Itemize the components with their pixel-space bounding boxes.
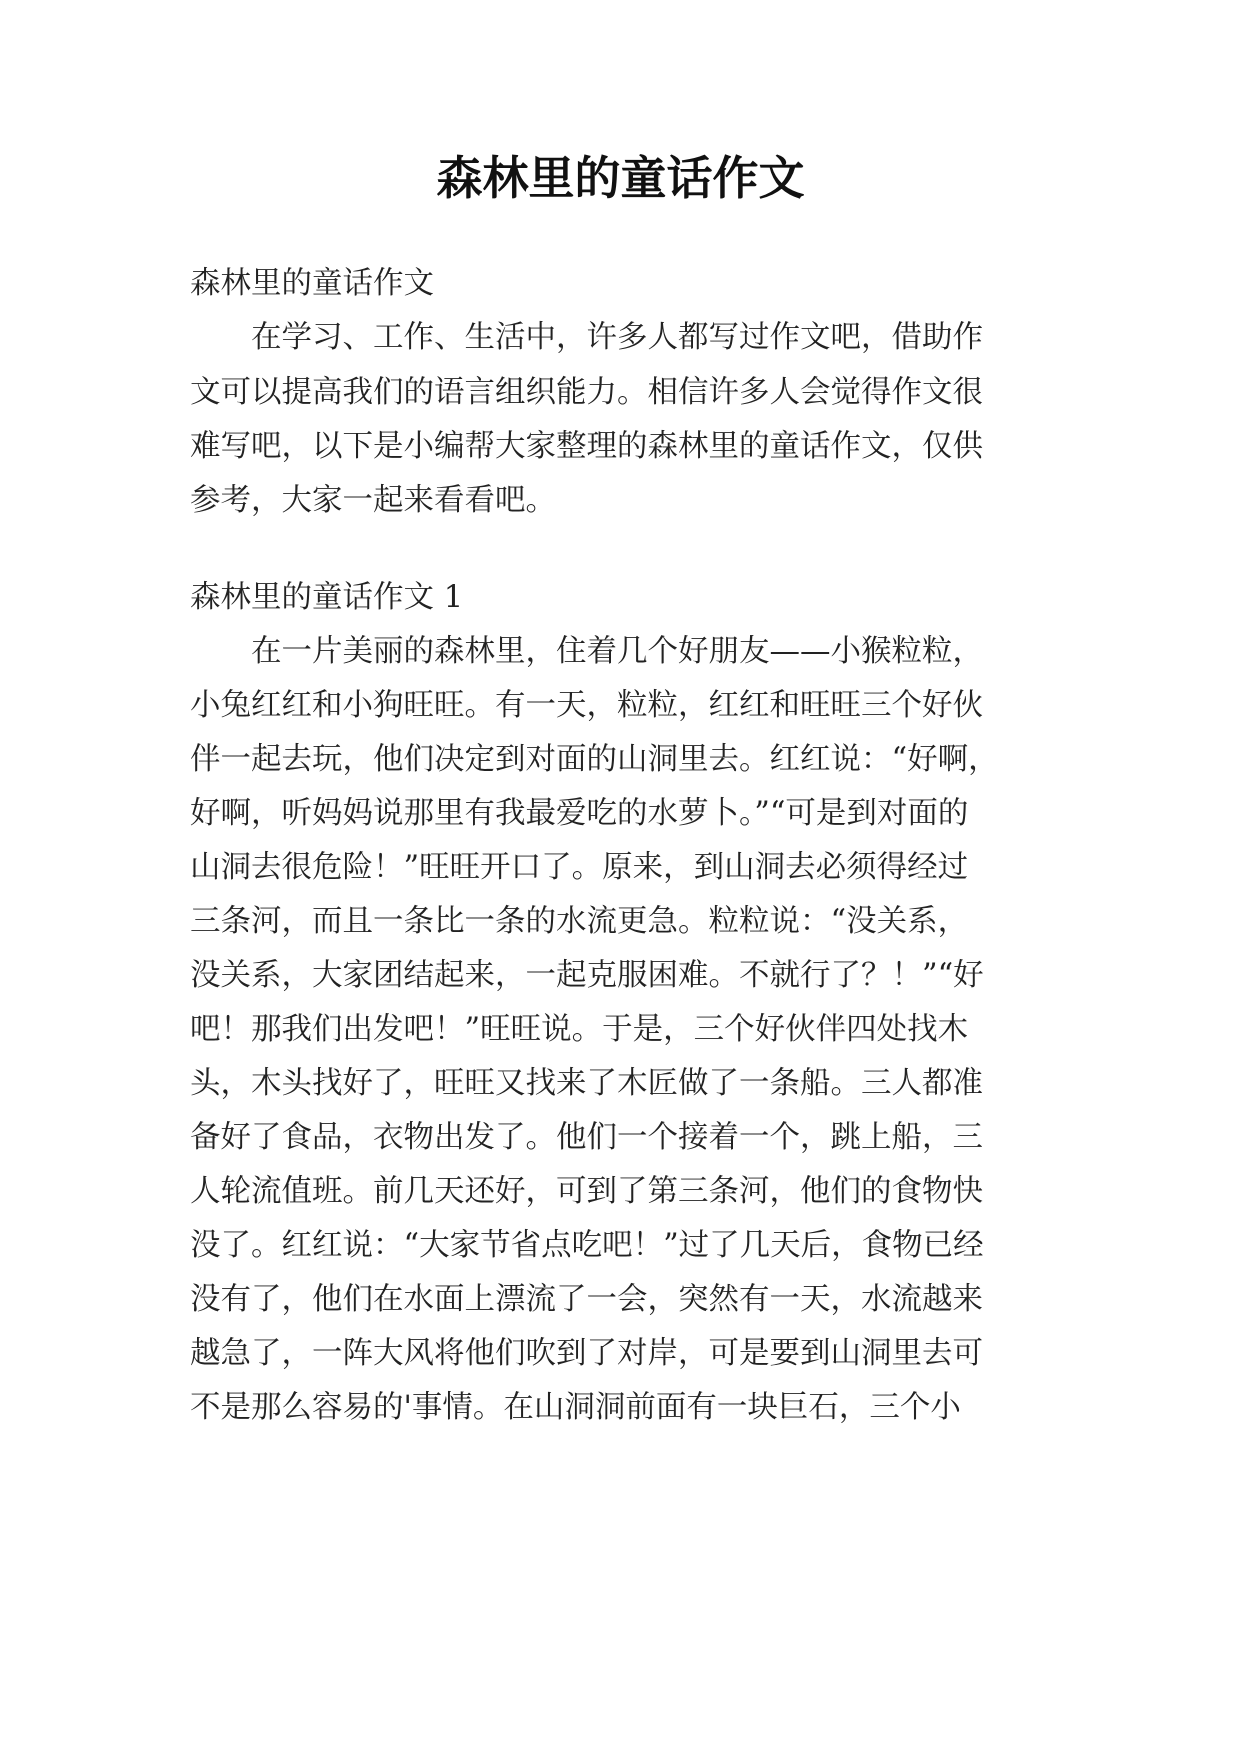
text-line: 没关系，大家团结起来，一起克服困难。不就行了？！”“好	[190, 958, 984, 993]
text-line: 吧！那我们出发吧！”旺旺说。于是，三个好伙伴四处找木	[190, 1012, 969, 1047]
text-line: 越急了，一阵大风将他们吹到了对岸，可是要到山洞里去可	[190, 1336, 983, 1371]
text-line: 好啊，听妈妈说那里有我最爱吃的水萝卜。”“可是到对面的	[190, 796, 969, 831]
text-line: 难写吧，以下是小编帮大家整理的森林里的童话作文，仅供	[190, 429, 983, 464]
text-line: 不是那么容易的'事情。在山洞洞前面有一块巨石，三个小	[190, 1390, 961, 1425]
section-heading: 森林里的童话作文	[190, 266, 434, 301]
document-title: 森林里的童话作文	[436, 151, 805, 205]
text-line: 参考，大家一起来看看吧。	[190, 483, 556, 518]
text-line: 头，木头找好了，旺旺又找来了木匠做了一条船。三人都准	[190, 1066, 983, 1101]
text-line: 文可以提高我们的语言组织能力。相信许多人会觉得作文很	[190, 375, 983, 410]
text-line: 在学习、工作、生活中，许多人都写过作文吧，借助作	[190, 320, 983, 355]
text-line: 没有了，他们在水面上漂流了一会，突然有一天，水流越来	[190, 1282, 983, 1317]
text-line: 伴一起去玩，他们决定到对面的山洞里去。红红说：“好啊，	[190, 742, 999, 777]
text-line: 小兔红红和小狗旺旺。有一天，粒粒，红红和旺旺三个好伙	[190, 688, 983, 723]
text-line: 备好了食品，衣物出发了。他们一个接着一个，跳上船，三	[190, 1120, 983, 1155]
text-line: 山洞去很危险！”旺旺开口了。原来，到山洞去必须得经过	[190, 850, 969, 885]
text-line: 人轮流值班。前几天还好，可到了第三条河，他们的食物快	[190, 1174, 983, 1209]
text-line: 在一片美丽的森林里，住着几个好朋友——小猴粒粒，	[190, 634, 983, 669]
text-line: 没了。红红说：“大家节省点吃吧！”过了几天后，食物已经	[190, 1228, 984, 1263]
section-heading: 森林里的童话作文 1	[190, 580, 464, 615]
text-line: 三条河，而且一条比一条的水流更急。粒粒说：“没关系，	[190, 904, 969, 939]
